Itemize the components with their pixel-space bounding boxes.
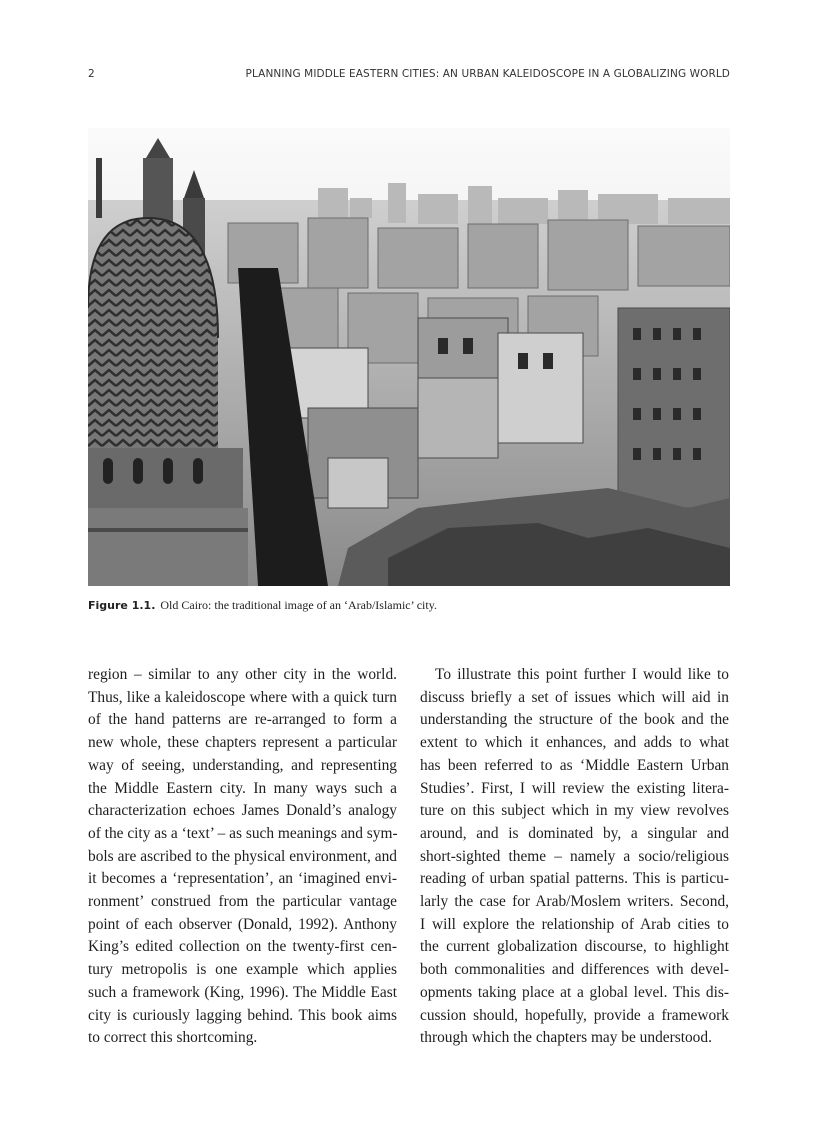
text-line: it becomes a ‘representation’, an ‘imagined envi- (88, 870, 397, 888)
text-line: of the hand patterns are re-arranged to form a (88, 711, 397, 729)
running-title: PLANNING MIDDLE EASTERN CITIES: AN URBAN KALEIDOSCOPE IN A GLOBALIZING WORLD (245, 68, 730, 80)
page-number: 2 (88, 68, 95, 80)
text-line: the Middle Eastern city. In many ways such a (88, 779, 397, 797)
text-line: King’s edited collection on the twenty-first cen- (88, 938, 397, 956)
text-line: to correct this shortcoming. (88, 1029, 258, 1047)
text-line: cussion should, hopefully, provide a framework (420, 1006, 729, 1024)
text-line: reading of urban spatial patterns. This is particu- (420, 870, 729, 888)
body-column-left (88, 664, 397, 1050)
figure-label: Figure 1.1. (88, 599, 156, 612)
text-line: has been referred to as ‘Middle Eastern Urban (420, 756, 729, 774)
text-line: point of each observer (Donald, 1992). Anthony (88, 915, 397, 933)
text-line: opments taking place at a global level. This dis- (420, 983, 729, 1001)
figure-caption (88, 598, 730, 613)
text-line: new whole, these chapters represent a particular (88, 734, 397, 752)
text-line: short-sighted theme – namely a socio/religious (420, 847, 729, 865)
text-line: such a framework (King, 1996). The Middle East (88, 983, 397, 1001)
text-line: characterization echoes James Donald’s analogy (88, 802, 397, 820)
text-line: Studies’. First, I will review the existing litera- (420, 779, 729, 797)
text-line: around, and is dominated by, a singular and (420, 824, 729, 842)
text-line: To illustrate this point further I would like to (435, 666, 729, 683)
text-line: bols are ascribed to the physical environment, and (88, 847, 397, 865)
text-line: extent to which it enhances, and adds to what (420, 734, 729, 752)
text-line: Thus, like a kaleidoscope where with a quick turn (88, 688, 397, 706)
text-line: larly the case for Arab/Moslem writers. Second, (420, 893, 729, 911)
text-line: way of seeing, understanding, and representing (88, 756, 397, 774)
old-cairo-photo (88, 128, 730, 586)
text-line: of the city as a ‘text’ – as such meanings and sym- (88, 824, 398, 842)
text-line: city is curiously lagging behind. This book aims (88, 1006, 397, 1024)
text-line: both commonalities and differences with devel- (420, 961, 729, 979)
text-line: discuss briefly a set of issues which will aid in (420, 688, 729, 706)
text-line: understanding the structure of the book and the (420, 711, 729, 729)
text-line: region – similar to any other city in the world. (88, 666, 397, 683)
text-line: the current globalization discourse, to highlight (420, 938, 729, 956)
text-line: tury metropolis is one example which applies (88, 961, 397, 979)
text-line: ture on this subject which in my view revolves (420, 802, 729, 820)
text-line: ronment’ construed from the particular vantage (88, 893, 397, 911)
body-column-right (420, 664, 729, 1050)
text-line: through which the chapters may be understood. (420, 1029, 712, 1047)
text-line: I will explore the relationship of Arab cities to (420, 915, 729, 933)
figure-caption-text: Old Cairo: the traditional image of an ‘Arab/Islamic’ city. (160, 598, 437, 612)
running-header (88, 68, 730, 84)
